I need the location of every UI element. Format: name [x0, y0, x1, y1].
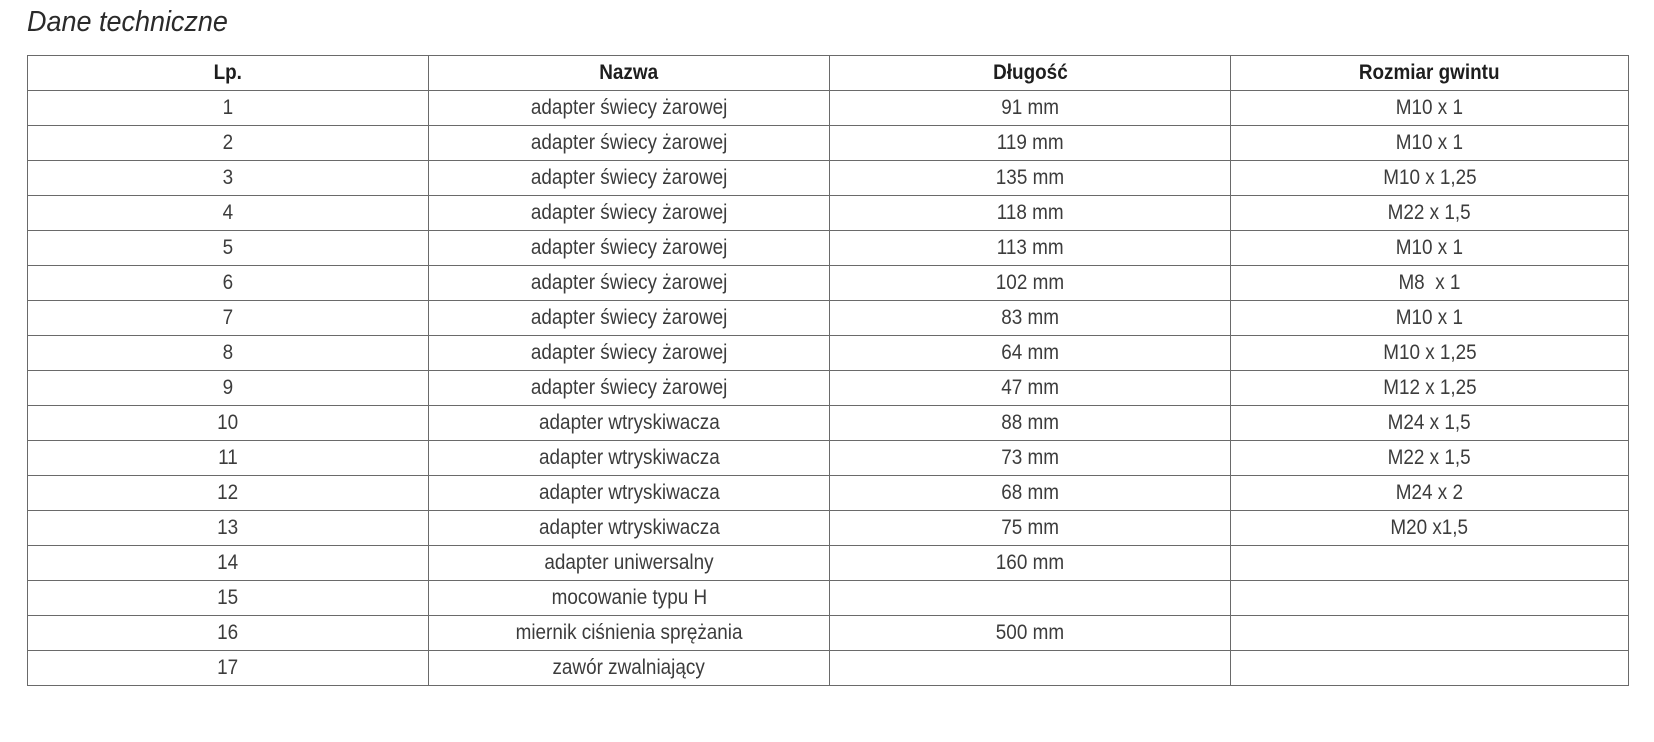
- cell-value: adapter wtryskiwacza: [538, 411, 720, 434]
- cell-rozmiar-gwintu: [1231, 126, 1629, 161]
- cell-value: M10 x 1: [1395, 96, 1464, 119]
- table-row: [28, 126, 1629, 161]
- table-row: [28, 301, 1629, 336]
- cell-value: 15: [217, 586, 239, 609]
- table-row: [28, 196, 1629, 231]
- table-row: [28, 161, 1629, 196]
- cell-nazwa: [429, 126, 830, 161]
- column-header-rozmiar-gwintu: [1231, 56, 1629, 91]
- table-row: [28, 476, 1629, 511]
- cell-lp: [28, 441, 429, 476]
- column-header-label: Długość: [992, 61, 1068, 84]
- table-row: [28, 266, 1629, 301]
- cell-lp: [28, 616, 429, 651]
- cell-nazwa: [429, 266, 830, 301]
- cell-value: M10 x 1: [1395, 306, 1464, 329]
- cell-dlugosc: [830, 161, 1231, 196]
- cell-value: mocowanie typu H: [551, 586, 707, 609]
- cell-dlugosc: [830, 301, 1231, 336]
- table-row: [28, 581, 1629, 616]
- cell-lp: [28, 511, 429, 546]
- column-header-label: Rozmiar gwintu: [1359, 61, 1500, 84]
- cell-dlugosc: [830, 476, 1231, 511]
- cell-rozmiar-gwintu: [1231, 91, 1629, 126]
- cell-value: adapter wtryskiwacza: [538, 481, 720, 504]
- cell-value: 10: [217, 411, 239, 434]
- cell-dlugosc: [830, 581, 1231, 616]
- cell-rozmiar-gwintu: [1231, 161, 1629, 196]
- table-body: [28, 91, 1629, 686]
- cell-value: adapter świecy żarowej: [530, 376, 728, 399]
- cell-value: zawór zwalniający: [552, 656, 706, 679]
- cell-value: 500 mm: [995, 621, 1065, 644]
- cell-value: adapter wtryskiwacza: [538, 516, 720, 539]
- cell-dlugosc: [830, 651, 1231, 686]
- cell-value: M24 x 1,5: [1388, 411, 1471, 434]
- table-header-row: [28, 56, 1629, 91]
- cell-rozmiar-gwintu: [1231, 441, 1629, 476]
- cell-value: 13: [217, 516, 239, 539]
- cell-value: 8: [222, 341, 234, 364]
- table-row: [28, 441, 1629, 476]
- cell-rozmiar-gwintu: [1231, 546, 1629, 581]
- cell-value: 11: [218, 446, 238, 469]
- cell-rozmiar-gwintu: [1231, 406, 1629, 441]
- cell-value: 160 mm: [995, 551, 1065, 574]
- cell-value: 2: [222, 131, 234, 154]
- cell-value: M10 x 1: [1395, 131, 1464, 154]
- cell-nazwa: [429, 441, 830, 476]
- cell-lp: [28, 651, 429, 686]
- table-row: [28, 651, 1629, 686]
- cell-value: adapter świecy żarowej: [530, 306, 728, 329]
- cell-nazwa: [429, 301, 830, 336]
- cell-nazwa: [429, 161, 830, 196]
- cell-nazwa: [429, 371, 830, 406]
- cell-value: M12 x 1,25: [1382, 376, 1477, 399]
- cell-dlugosc: [830, 371, 1231, 406]
- cell-rozmiar-gwintu: [1231, 266, 1629, 301]
- table-row: [28, 616, 1629, 651]
- column-header-lp: [28, 56, 429, 91]
- cell-value: adapter świecy żarowej: [530, 166, 728, 189]
- cell-value: 73 mm: [1001, 446, 1059, 469]
- column-header-nazwa: [429, 56, 830, 91]
- cell-value: adapter świecy żarowej: [530, 96, 728, 119]
- cell-value: M10 x 1,25: [1382, 166, 1477, 189]
- cell-value: M22 x 1,5: [1388, 201, 1471, 224]
- cell-value: 113 mm: [996, 236, 1064, 259]
- cell-value: miernik ciśnienia sprężania: [515, 621, 743, 644]
- cell-value: M20 x1,5: [1390, 516, 1469, 539]
- cell-lp: [28, 336, 429, 371]
- cell-value: 88 mm: [1001, 411, 1059, 434]
- cell-rozmiar-gwintu: [1231, 301, 1629, 336]
- cell-nazwa: [429, 196, 830, 231]
- cell-value: adapter świecy żarowej: [530, 271, 728, 294]
- cell-value: 5: [222, 236, 234, 259]
- cell-rozmiar-gwintu: [1231, 196, 1629, 231]
- cell-lp: [28, 91, 429, 126]
- cell-lp: [28, 126, 429, 161]
- cell-lp: [28, 161, 429, 196]
- cell-value: 9: [222, 376, 234, 399]
- table-row: [28, 336, 1629, 371]
- cell-dlugosc: [830, 441, 1231, 476]
- cell-dlugosc: [830, 196, 1231, 231]
- cell-value: 135 mm: [995, 166, 1065, 189]
- cell-value: adapter świecy żarowej: [530, 201, 728, 224]
- cell-value: adapter uniwersalny: [544, 551, 714, 574]
- table-row: [28, 511, 1629, 546]
- cell-value: 47 mm: [1001, 376, 1059, 399]
- cell-rozmiar-gwintu: [1231, 511, 1629, 546]
- cell-nazwa: [429, 336, 830, 371]
- cell-value: M10 x 1,25: [1382, 341, 1477, 364]
- cell-rozmiar-gwintu: [1231, 616, 1629, 651]
- cell-dlugosc: [830, 231, 1231, 266]
- cell-value: M10 x 1: [1395, 236, 1464, 259]
- cell-dlugosc: [830, 511, 1231, 546]
- cell-lp: [28, 266, 429, 301]
- cell-value: 6: [222, 271, 234, 294]
- table-row: [28, 371, 1629, 406]
- cell-nazwa: [429, 476, 830, 511]
- table-row: [28, 231, 1629, 266]
- cell-nazwa: [429, 581, 830, 616]
- cell-lp: [28, 371, 429, 406]
- cell-dlugosc: [830, 546, 1231, 581]
- technical-data-table: [27, 55, 1629, 686]
- cell-dlugosc: [830, 616, 1231, 651]
- cell-value: adapter świecy żarowej: [530, 341, 728, 364]
- cell-value: 14: [217, 551, 239, 574]
- cell-rozmiar-gwintu: [1231, 231, 1629, 266]
- cell-nazwa: [429, 91, 830, 126]
- cell-value: 16: [217, 621, 239, 644]
- table-row: [28, 91, 1629, 126]
- cell-nazwa: [429, 406, 830, 441]
- cell-nazwa: [429, 546, 830, 581]
- cell-value: 7: [222, 306, 234, 329]
- cell-dlugosc: [830, 406, 1231, 441]
- cell-value: 17: [217, 656, 239, 679]
- cell-dlugosc: [830, 266, 1231, 301]
- cell-value: M8 x 1: [1398, 271, 1461, 294]
- section-title: Dane techniczne: [27, 6, 228, 38]
- column-header-dlugosc: [830, 56, 1231, 91]
- cell-lp: [28, 546, 429, 581]
- cell-value: 75 mm: [1001, 516, 1059, 539]
- cell-value: adapter wtryskiwacza: [538, 446, 720, 469]
- cell-rozmiar-gwintu: [1231, 581, 1629, 616]
- cell-lp: [28, 476, 429, 511]
- cell-lp: [28, 231, 429, 266]
- cell-value: adapter świecy żarowej: [530, 236, 728, 259]
- cell-nazwa: [429, 616, 830, 651]
- cell-value: 1: [222, 96, 234, 119]
- cell-value: 102 mm: [995, 271, 1065, 294]
- cell-value: 119 mm: [996, 131, 1064, 154]
- cell-lp: [28, 196, 429, 231]
- cell-value: M22 x 1,5: [1388, 446, 1471, 469]
- cell-dlugosc: [830, 126, 1231, 161]
- cell-rozmiar-gwintu: [1231, 336, 1629, 371]
- cell-rozmiar-gwintu: [1231, 371, 1629, 406]
- cell-value: 68 mm: [1001, 481, 1059, 504]
- cell-value: 12: [217, 481, 239, 504]
- cell-value: 91 mm: [1001, 96, 1059, 119]
- cell-dlugosc: [830, 91, 1231, 126]
- cell-lp: [28, 581, 429, 616]
- table-row: [28, 406, 1629, 441]
- cell-value: 3: [222, 166, 234, 189]
- cell-lp: [28, 406, 429, 441]
- column-header-label: Lp.: [213, 61, 243, 84]
- cell-nazwa: [429, 651, 830, 686]
- cell-dlugosc: [830, 336, 1231, 371]
- cell-rozmiar-gwintu: [1231, 651, 1629, 686]
- cell-value: 64 mm: [1001, 341, 1059, 364]
- cell-lp: [28, 301, 429, 336]
- cell-nazwa: [429, 511, 830, 546]
- cell-value: 83 mm: [1001, 306, 1059, 329]
- cell-value: adapter świecy żarowej: [530, 131, 728, 154]
- table-row: [28, 546, 1629, 581]
- cell-value: 118 mm: [996, 201, 1064, 224]
- column-header-label: Nazwa: [599, 61, 659, 84]
- cell-value: M24 x 2: [1395, 481, 1464, 504]
- cell-rozmiar-gwintu: [1231, 476, 1629, 511]
- cell-nazwa: [429, 231, 830, 266]
- cell-value: 4: [222, 201, 234, 224]
